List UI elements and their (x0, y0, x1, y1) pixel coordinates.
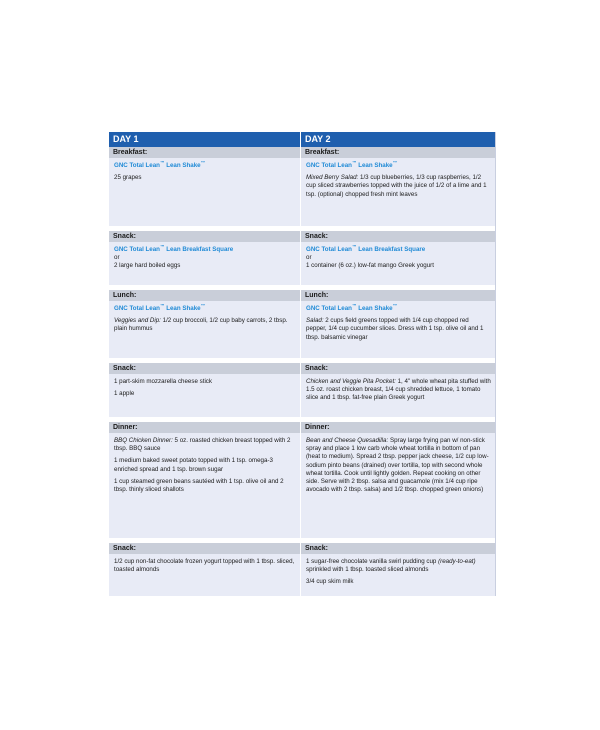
day1-breakfast-cell (109, 158, 301, 226)
day2-snack1-or: or (306, 254, 312, 262)
day2-lunch-label: Lunch: (301, 290, 495, 301)
day1-snack3-label: Snack: (109, 543, 301, 554)
day2-snack2-cell (301, 374, 495, 417)
day1-lunch-cell (109, 301, 301, 358)
day1-lunch-shake: GNC Total Lean™ Lean Shake™ (114, 302, 206, 312)
day2-snack3-label: Snack: (301, 543, 495, 554)
day2-snack3-cell (301, 554, 495, 596)
day1-snack1-square: GNC Total Lean™ Lean Breakfast Square (114, 243, 234, 253)
day2-dinner-label: Dinner: (301, 422, 495, 433)
day1-header: DAY 1 (109, 132, 301, 147)
day2-lunch-cell (301, 301, 495, 358)
day1-dinner-item-b: 1 medium baked sweet potato topped with 1 tsp. omega-3 enriched spread and 1 tsp. brown sugar (114, 457, 273, 473)
day2-snack1-square: GNC Total Lean™ Lean Breakfast Square (306, 243, 426, 253)
day1-snack2-item-a: 1 part-skim mozzarella cheese stick (114, 378, 212, 385)
day1-lunch-label: Lunch: (109, 290, 301, 301)
day1-snack1-cell (109, 242, 301, 285)
day1-dinner-item-a: BBQ Chicken Dinner: 5 oz. roasted chicken breast topped with 2 tbsp. BBQ sauce (114, 437, 291, 453)
day1-snack2-label: Snack: (109, 363, 301, 374)
day1-snack2-item-b: 1 apple (114, 390, 135, 398)
day1-snack3-cell (109, 554, 301, 596)
day1-snack1-alt: 2 large hard boiled eggs (114, 262, 181, 270)
day2-snack1-alt: 1 container (6 oz.) low-fat mango Greek yogurt (306, 262, 434, 270)
day1-snack2-cell (109, 374, 301, 417)
day1-dinner-item-c: 1 cup steamed green beans sautéed with 1 tsp. olive oil and 2 tbsp. thinly sliced shallots (114, 477, 284, 494)
day1-snack3-item: 1/2 cup non-fat chocolate frozen yogurt topped with 1 tbsp. sliced, toasted almonds (114, 558, 295, 574)
day2-breakfast-item: Mixed Berry Salad: 1/3 cup blueberries, 1/3 cup raspberries, 1/2 cup sliced strawberries topped with the juice of 1/2 of a lime and 1 tsp. (optional) chopped fresh mint leaves (306, 174, 487, 198)
day2-breakfast-shake: GNC Total Lean™ Lean Shake™ (306, 159, 398, 169)
day1-breakfast-label: Breakfast: (109, 147, 301, 158)
day1-snack1-or: or (114, 254, 120, 262)
day1-lunch-item: Veggies and Dip: 1/2 cup broccoli, 1/2 cup baby carrots, 2 tbsp. plain hummus (114, 317, 288, 333)
day2-header: DAY 2 (301, 132, 495, 147)
day2-breakfast-label: Breakfast: (301, 147, 495, 158)
day2-lunch-shake: GNC Total Lean™ Lean Shake™ (306, 302, 398, 312)
day2-snack3-item-b: 3/4 cup skim milk (306, 578, 354, 586)
day2-snack2-item: Chicken and Veggie Pita Pocket: 1, 4" whole wheat pita stuffed with 1.5 oz. roast chicken breast, 1/4 cup shredded lettuce, 1 tomato slice and 1 tbsp. fat-free plain Greek yogurt (306, 378, 491, 402)
day2-lunch-item: Salad: 2 cups field greens topped with 1/4 cup chopped red pepper, 1/4 cup cucumber slices. Dress with 1 tsp. olive oil and 1 tbsp. balsamic vinegar (306, 317, 484, 341)
day2-snack2-label: Snack: (301, 363, 495, 374)
meal-plan-table (109, 132, 496, 596)
day2-dinner-cell (301, 433, 495, 538)
day1-snack1-label: Snack: (109, 231, 301, 242)
day2-snack3-item-a: 1 sugar-free chocolate vanilla swirl pudding cup (ready-to-eat) sprinkled with 1 tbsp. toasted sliced almonds (306, 558, 476, 574)
day1-breakfast-item: 25 grapes (114, 174, 142, 182)
day1-dinner-cell (109, 433, 301, 538)
day2-dinner-item: Bean and Cheese Quesadilla: Spray large frying pan w/ non-stick spray and place 1 low carb whole wheat tortilla in bottom of pan (heat to medium). Spread 2 tbsp. pepper jack cheese, 1/2 cup low-sodium pinto beans (drained) over tortilla, top with second whole wheat tortilla. Cook until lightly golden. Repeat cooking on other side. Serve with 2 tbsp. salsa and guacamole (mix 1/4 cup ripe avocado with 2 tbsp. salsa) and 1/2 tbsp. chopped green onions) (306, 437, 489, 494)
day1-breakfast-shake: GNC Total Lean™ Lean Shake™ (114, 159, 206, 169)
day2-snack1-label: Snack: (301, 231, 495, 242)
day2-snack1-cell (301, 242, 495, 285)
day2-breakfast-cell (301, 158, 495, 226)
day1-dinner-label: Dinner: (109, 422, 301, 433)
